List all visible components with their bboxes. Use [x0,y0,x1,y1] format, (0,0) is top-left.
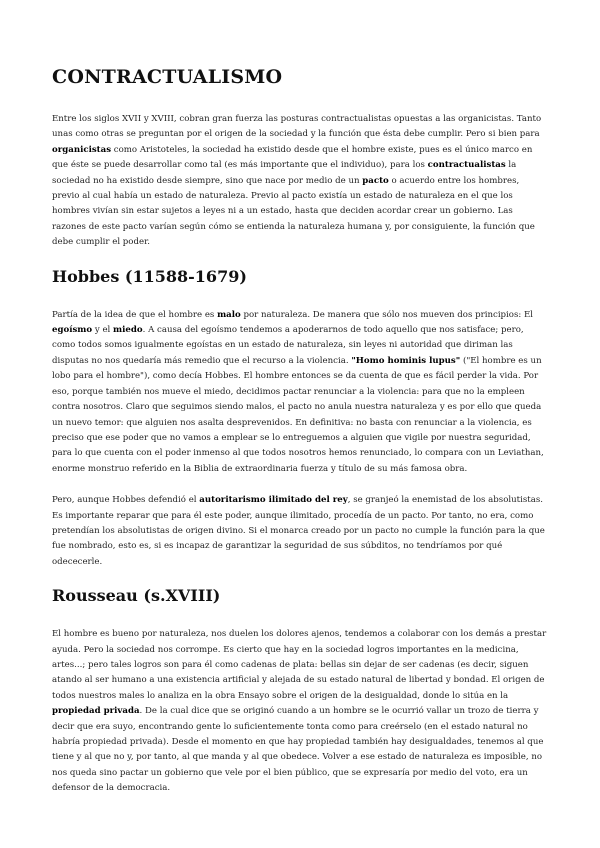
text-run: Partía de la idea de que el hombre es [52,309,218,320]
text-run: por naturaleza. De manera que sólo nos mueven dos principios: El [240,309,534,320]
text-run: y el [92,325,114,336]
bold-term: contractualistas [427,160,506,171]
text-run: ("El hombre es un lobo para el hombre"), como decía Hobbes. El hombre entonces se da cuenta de que es fácil perder la vida. Por eso, porque también nos mueve el miedo, decidimos pactar renunciar a la violencia: para que no la empleen contra nosotros. Claro que seguimos siendo malos, el pacto no anula nuestra naturaleza y es por ello que queda un nuevo temor: que alguien nos asalta desprevenidos. En definitiva: no basta con renunciar a la violencia, es preciso que ese poder que no vamos a emplear se lo entreguemos a alguien que vigile por nuestra seguridad, para lo que cuenta con el poder inmenso al que todos nosotros hemos renunciado, lo compara con un Leviathan, enorme monstruo referido en la Biblia de extraordinaria fuerza y título de su más famosa obra. [52,355,544,474]
bold-term: miedo [113,325,143,336]
bold-term: "Homo hominis lupus" [351,355,461,366]
text-run: El hombre es bueno por naturaleza, nos duelen los dolores ajenos, tendemos a colaborar con los demás a prestar ayuda. Pero la sociedad nos corrompe. Es cierto que hay en la sociedad logros importantes en la medicina, artes...; pero tales logros son para él como cadenas de plata: bellas sin dejar de ser cadenas (es decir, siguen atando al ser humano a una existencia artificial y alejada de su estado natural de libertad y bondad. El origen de todos nuestros males lo analiza en la obra Ensayo sobre el origen de la desigualdad, donde lo sitúa en la [52,629,547,701]
text-run: Entre los siglos XVII y XVIII, cobran gran fuerza las posturas contractualistas opuestas a las organicistas. Tanto unas como otras se preguntan por el origen de la sociedad y la función que ésta debe cumplir. Pero si bien para [52,114,542,140]
page-title: CONTRACTUALISMO [52,66,283,88]
bold-term: organicistas [52,144,112,155]
bold-term: propiedad privada [52,706,140,717]
text-run: o acuerdo entre los hombres, previo al cual había un estado de naturaleza. Previo al pacto existía un estado de naturaleza en el que los hombres vivían sin estar sujetos a leyes ni a un estado, hasta que deciden acordar crear un gobierno. Las razones de este pacto varían según cómo se entienda la naturaleza humana y, por consiguiente, la función que debe cumplir el poder. [52,175,535,248]
text-run: Pero, aunque Hobbes defendió el [52,495,200,506]
rousseau-heading: Rousseau (s.XVIII) [52,586,221,606]
rousseau-paragraph-1 [52,627,548,796]
bold-term: egoísmo [52,325,93,336]
text-run: como Aristoteles, la sociedad ha existido desde que el hombre existe, pues es el único marco en que éste se puede desarrollar como tal (es más importante que el individuo), para los [52,144,533,171]
text-run: . De la cual dice que se originó cuando a un hombre se le ocurrió vallar un trozo de tierra y decir que era suyo, encontrando gente lo suficientemente tonta como para creérselo (en el estado natural no habría propiedad privada). Desde el momento en que hay propiedad también hay desigualdades, tenemos al que tiene y al que no y, por tanto, al que manda y al que obedece. Volver a ese estado de naturaleza es imposible, no nos queda sino pactar un gobierno que vele por el bien público, que se expresaría por medio del voto, era un defensor de la democracia. [52,706,544,794]
text-run: la sociedad no ha existido desde siempre, sino que nace por medio de un [52,160,517,186]
hobbes-paragraph-1 [52,308,548,477]
bold-term: pacto [362,175,389,186]
intro-paragraph [52,112,548,251]
bold-term: malo [217,309,241,320]
hobbes-paragraph-2 [52,493,548,570]
bold-term: autoritarismo ilimitado del rey [199,495,348,506]
text-run: . A causa del egoísmo tendemos a apoderarnos de todo aquello que nos satisface; pero, como todos somos igualmente egoístas en un estado de naturaleza, sin leyes ni autoridad que diriman las disputas no nos quedaría más remedio que el recurso a la violencia. [52,325,524,366]
hobbes-heading: Hobbes (11588-1679) [52,266,247,286]
text-run: , se granjeó la enemistad de los absolutistas. Es importante reparar que para él este poder, aunque ilimitado, procedía de un pacto. Por tanto, no era, como pretendían los absolutistas de origen divino. Si el monarca creado por un pacto no cumple la función para la que fue nombrado, esto es, si es incapaz de garantizar la seguridad de sus súbditos, no tendríamos por qué odececerle. [52,495,545,567]
